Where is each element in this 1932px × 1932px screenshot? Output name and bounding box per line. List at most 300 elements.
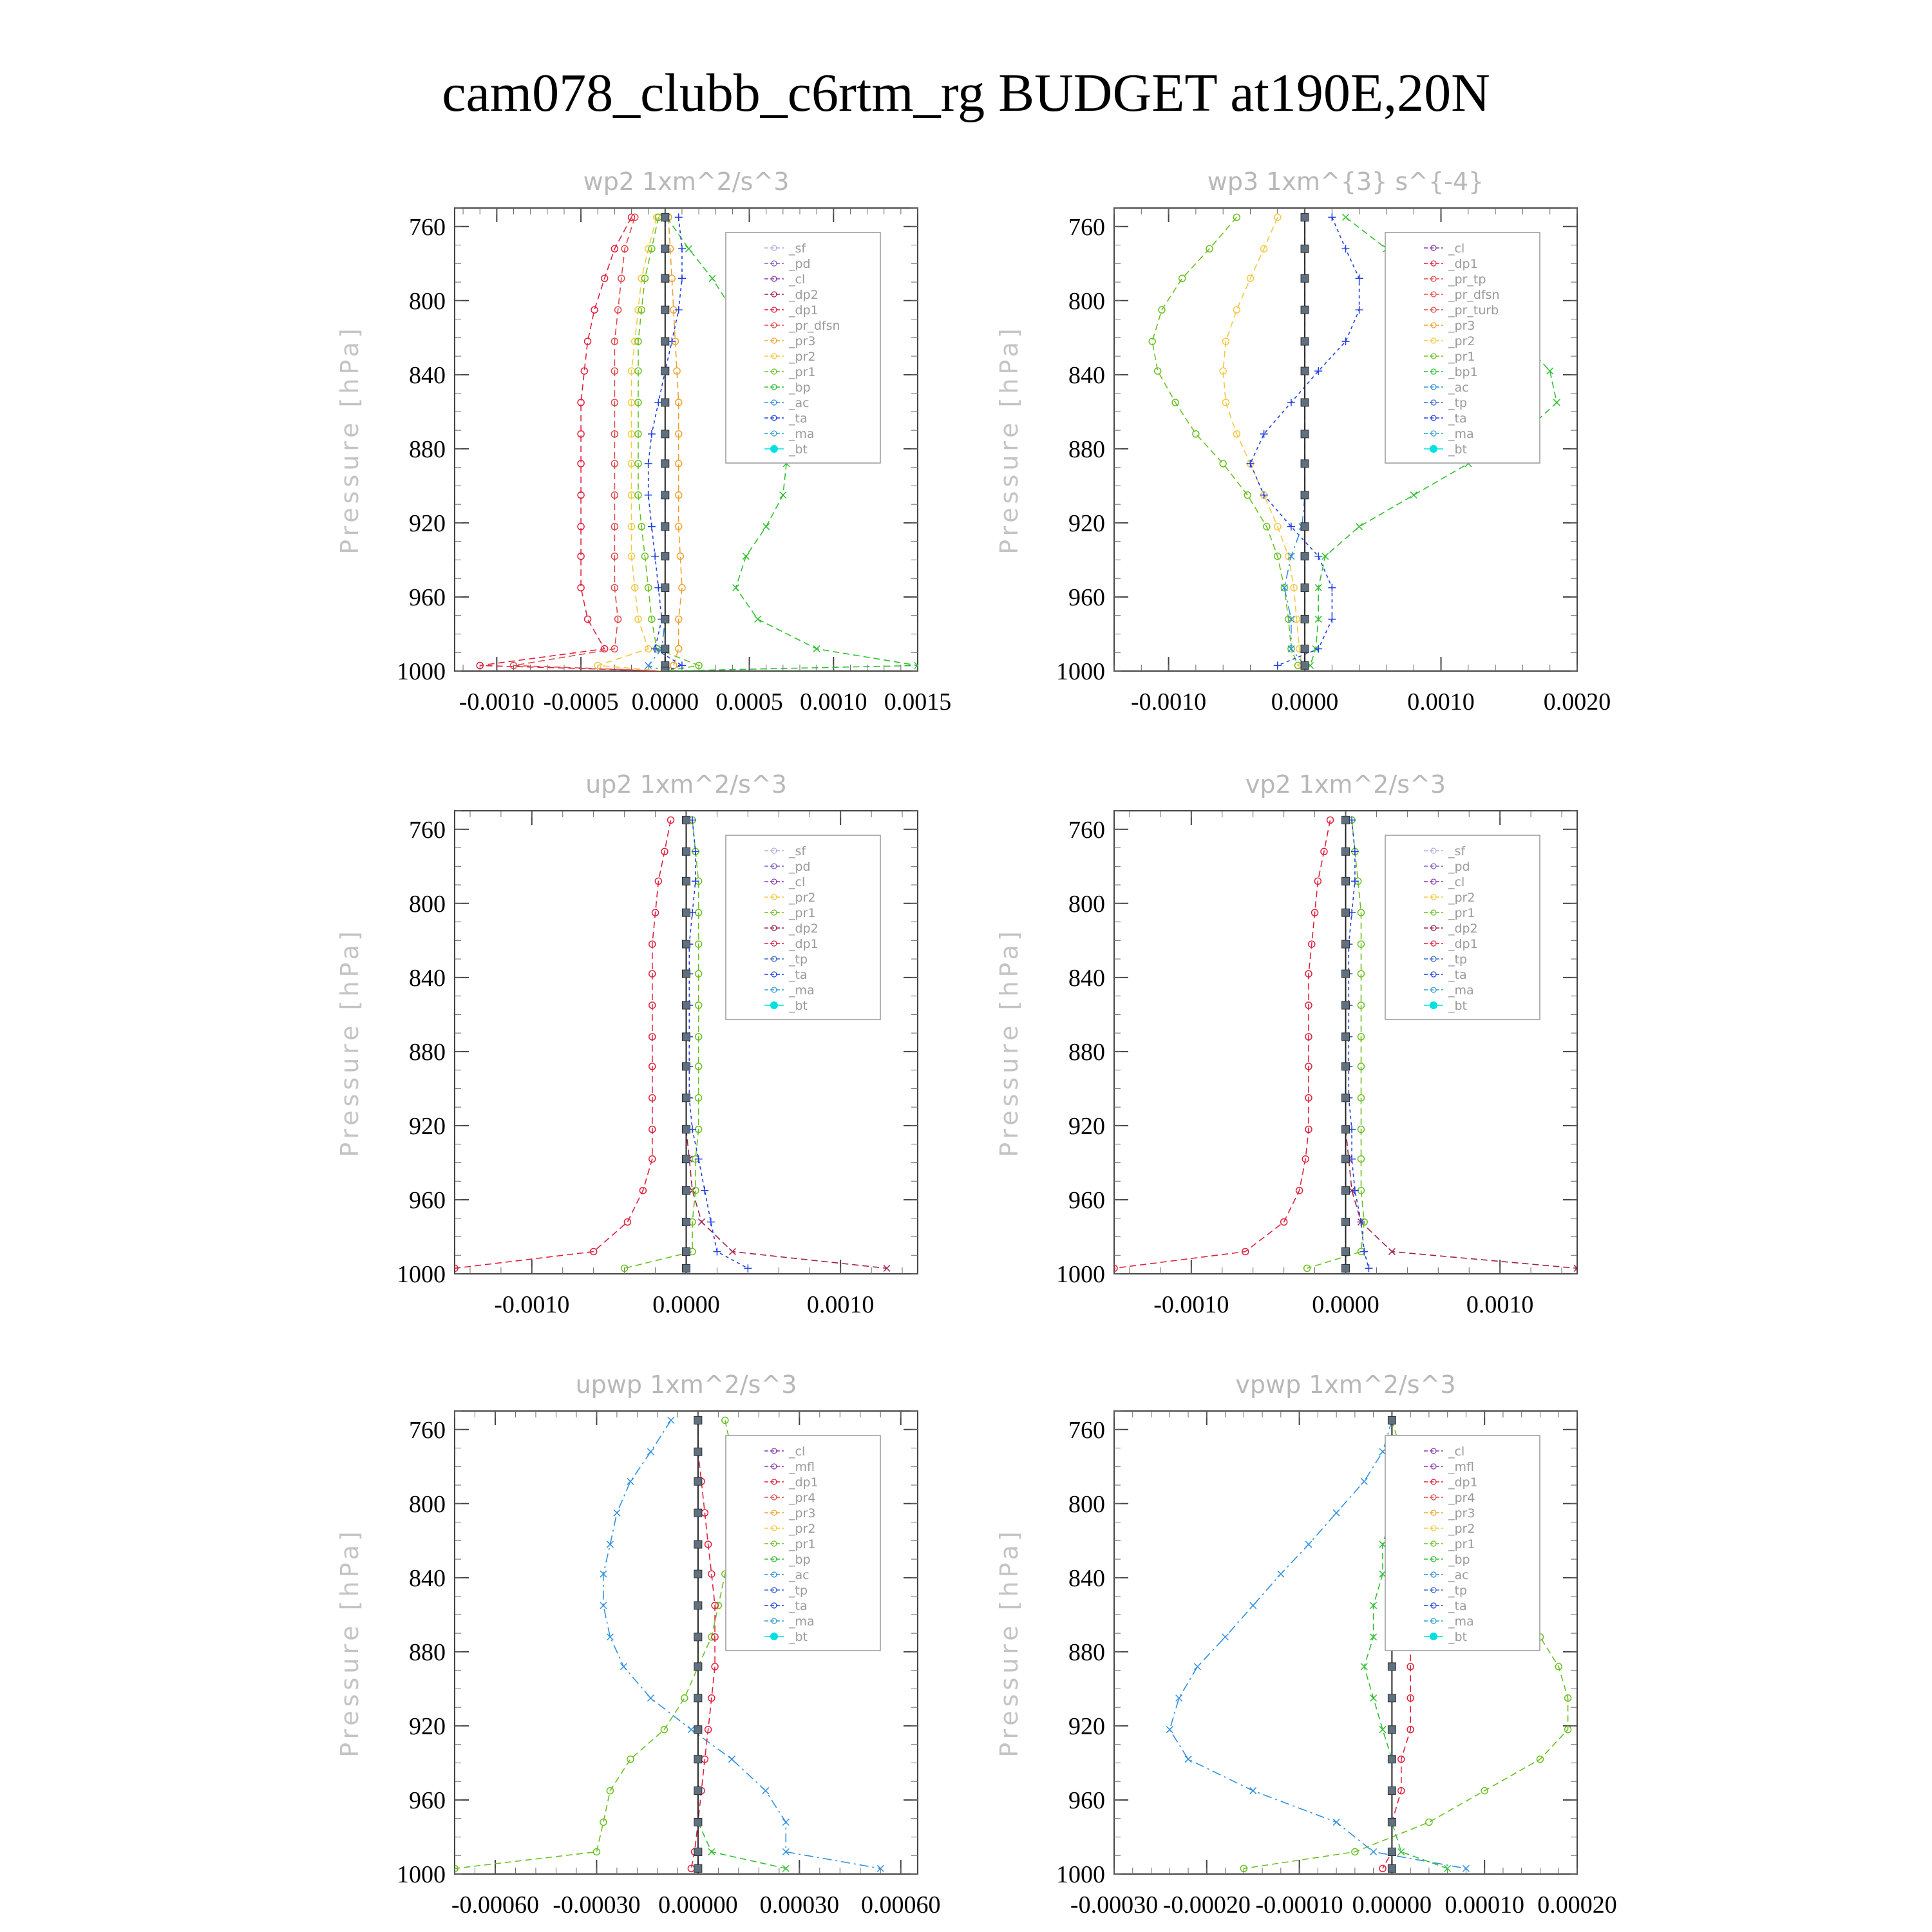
data-point-bt: [1388, 1756, 1396, 1763]
legend-entry: _bt: [789, 1630, 808, 1644]
data-point-bt: [661, 460, 669, 468]
series-line-pr1: [1152, 217, 1298, 665]
data-point-bt: [1301, 274, 1309, 282]
legend-entry: _ma: [1448, 1615, 1474, 1629]
y-tick-label: 800: [1068, 1490, 1105, 1518]
data-point-ac: [1166, 1727, 1173, 1733]
chart-panels: [336, 167, 1617, 1918]
legend-entry: _tp: [789, 952, 808, 967]
figure-title: cam078_clubb_c6rtm_rg BUDGET at190E,20N: [442, 63, 1490, 123]
data-point-pr1: [1220, 460, 1226, 467]
legend-marker-bt: [770, 445, 778, 453]
y-tick-label: 840: [409, 1564, 446, 1592]
data-point-ac: [1333, 1819, 1340, 1825]
legend-entry: _ta: [789, 1599, 808, 1613]
y-tick-label: 1000: [1056, 1861, 1105, 1888]
legend: [1385, 232, 1540, 463]
legend-entry: _pr4: [1448, 1491, 1475, 1505]
data-point-bt: [661, 553, 669, 560]
x-tick-label: -0.0010: [1131, 688, 1207, 715]
x-tick-label: 0.0010: [1466, 1291, 1534, 1318]
legend-entry: _tp: [789, 1584, 808, 1598]
x-tick-label: 0.0000: [652, 1291, 720, 1318]
legend-entry: _dp2: [1448, 922, 1478, 936]
data-point-bt: [1301, 615, 1309, 623]
series-line-pr1: [1307, 820, 1365, 1268]
data-point-pr1: [627, 1756, 634, 1763]
x-tick-label: 0.0010: [806, 1291, 875, 1318]
y-axis-label: Pressure [hPa]: [336, 927, 364, 1157]
data-point-bt: [683, 1187, 690, 1195]
legend-marker-bt: [1430, 445, 1437, 453]
data-point-bt: [1301, 213, 1309, 221]
data-point-ac: [620, 1663, 627, 1670]
data-point-ac: [614, 1510, 620, 1516]
data-point-bt: [1342, 1264, 1350, 1272]
y-tick-label: 800: [409, 287, 446, 315]
x-tick-label: -0.00020: [1162, 1891, 1251, 1918]
y-tick-label: 800: [409, 890, 446, 918]
data-point-bt: [1388, 1818, 1396, 1826]
legend-entry: _pr_dfsn: [789, 319, 840, 333]
y-tick-label: 880: [1068, 1038, 1105, 1066]
data-point-bp: [1361, 1663, 1367, 1670]
y-tick-label: 760: [1068, 1416, 1105, 1444]
legend-entry: _dp2: [789, 922, 819, 936]
data-point-bt: [661, 667, 669, 675]
legend-entry: _cl: [789, 875, 806, 889]
data-point-ta: [678, 274, 686, 282]
data-point-ac: [1250, 1788, 1256, 1794]
y-tick-label: 760: [409, 816, 446, 844]
legend-entry: _cl: [789, 1444, 806, 1459]
data-point-pr1: [1179, 275, 1186, 281]
x-tick-label: -0.0010: [459, 688, 535, 715]
y-tick-label: 920: [409, 1712, 446, 1740]
legend-entry: _bt: [789, 442, 808, 457]
data-point-bp: [709, 275, 715, 281]
y-tick-label: 960: [1068, 583, 1105, 611]
data-point-bp: [1379, 1727, 1386, 1733]
panel-title: up2 1xm^2/s^3: [585, 770, 787, 799]
data-point-bt: [694, 1787, 702, 1795]
data-point-bt: [694, 1663, 702, 1671]
data-point-bt: [683, 1155, 690, 1163]
y-tick-label: 880: [1068, 435, 1105, 463]
data-point-bt: [1388, 1864, 1396, 1872]
legend-entry: _dp1: [789, 1475, 819, 1490]
y-tick-label: 840: [1068, 1564, 1105, 1592]
data-point-bt: [683, 940, 690, 948]
panel-title: wp2 1xm^2/s^3: [583, 167, 790, 196]
y-axis-label: Pressure [hPa]: [995, 325, 1023, 554]
data-point-ac: [1185, 1756, 1191, 1763]
legend-entry: _bt: [1448, 1630, 1468, 1644]
y-tick-label: 960: [409, 1186, 446, 1214]
y-axis-label: Pressure [hPa]: [336, 1528, 364, 1757]
panel-title: wp3 1xm^{3} s^{-4}: [1207, 167, 1484, 196]
y-tick-label: 800: [1068, 287, 1105, 315]
data-point-bt: [683, 1001, 690, 1009]
legend-entry: _pd: [789, 860, 811, 874]
legend-entry: _pr1: [1448, 906, 1475, 920]
data-point-bt: [661, 245, 669, 252]
series-line-pr1: [638, 217, 699, 671]
data-point-bt: [1301, 306, 1309, 314]
data-point-bp: [685, 245, 692, 252]
data-point-pr3: [676, 645, 682, 652]
data-point-ta: [1356, 306, 1363, 314]
series-line-pr3: [665, 217, 682, 671]
data-point-bt: [1342, 1126, 1350, 1133]
data-point-bt: [1301, 367, 1309, 375]
legend-entry: _pr3: [1448, 1506, 1475, 1520]
data-point-bt: [683, 1218, 690, 1226]
data-point-ta: [744, 1264, 752, 1272]
data-point-ac: [728, 1756, 735, 1763]
x-tick-label: 0.00060: [861, 1891, 941, 1918]
data-point-pr1: [1304, 1265, 1311, 1271]
data-point-bt: [1388, 1694, 1396, 1702]
data-point-bt: [1301, 399, 1309, 406]
data-point-bt: [661, 645, 669, 652]
data-point-ac: [1194, 1663, 1200, 1670]
data-point-ac: [627, 1478, 634, 1484]
y-tick-label: 920: [409, 1112, 446, 1140]
legend-entry: _ac: [789, 1568, 810, 1582]
data-point-dp1: [585, 616, 591, 622]
y-tick-label: 920: [1068, 1112, 1105, 1140]
y-tick-label: 1000: [1056, 1261, 1105, 1288]
legend-marker-bt: [770, 1633, 778, 1640]
data-point-pr1: [1233, 214, 1240, 220]
data-point-pr1: [681, 1695, 688, 1701]
y-tick-label: 1000: [397, 1861, 446, 1888]
legend-entry: _ma: [1448, 427, 1474, 441]
data-point-bt: [661, 337, 669, 345]
data-point-bt: [1301, 460, 1309, 468]
data-point-bt: [1301, 661, 1309, 669]
y-axis-label: Pressure [hPa]: [995, 927, 1023, 1157]
data-point-bt: [1342, 940, 1350, 948]
data-point-bt: [694, 1448, 702, 1455]
legend-entry: _mfl: [1448, 1460, 1474, 1474]
legend-entry: _bp: [789, 381, 811, 395]
legend-entry: _pr2: [789, 350, 816, 364]
legend-entry: _pr2: [1448, 334, 1475, 348]
data-point-bp: [755, 616, 761, 622]
legend-entry: _pr3: [1448, 319, 1475, 333]
data-point-bt: [1388, 1416, 1396, 1424]
y-tick-label: 920: [409, 509, 446, 537]
legend-entry: _pr_dfsn: [1448, 288, 1500, 302]
x-tick-label: 0.0000: [1271, 688, 1339, 715]
data-point-ac: [1305, 1541, 1312, 1548]
data-point-ac: [1176, 1695, 1182, 1701]
legend-entry: _dp1: [789, 303, 819, 317]
data-point-ta: [1274, 661, 1282, 669]
y-tick-label: 840: [409, 361, 446, 389]
legend-marker-bt: [770, 1001, 778, 1009]
series-line-pr1: [625, 820, 699, 1268]
data-point-bt: [661, 430, 669, 438]
data-point-ta: [1356, 274, 1363, 282]
data-point-bt: [1301, 491, 1309, 499]
legend: [726, 1435, 880, 1651]
legend-entry: _dp1: [1448, 257, 1478, 271]
data-point-bt: [683, 1033, 690, 1041]
data-point-bt: [1342, 1218, 1350, 1226]
x-tick-label: 0.00000: [658, 1891, 738, 1918]
data-point-bt: [694, 1756, 702, 1763]
data-point-ta: [1351, 877, 1359, 885]
legend-entry: _dp1: [789, 937, 819, 951]
data-point-bt: [661, 615, 669, 623]
y-tick-label: 880: [409, 435, 446, 463]
legend-entry: _ta: [789, 412, 808, 426]
data-point-bt: [694, 1540, 702, 1548]
data-point-bt: [1301, 645, 1309, 652]
legend-entry: _tp: [1448, 396, 1468, 410]
y-tick-label: 760: [409, 1416, 446, 1444]
legend-entry: _mfl: [789, 1460, 815, 1474]
legend-entry: _pr4: [789, 1491, 816, 1505]
x-tick-label: 0.0000: [1312, 1291, 1379, 1318]
data-point-bt: [683, 970, 690, 978]
x-tick-label: 0.00020: [1537, 1891, 1617, 1918]
series-line-pr_dfsn: [514, 217, 665, 671]
legend-entry: _dp1: [1448, 937, 1478, 951]
data-point-ac: [1222, 1634, 1229, 1640]
legend-entry: _bt: [1448, 442, 1468, 457]
data-point-bt: [1388, 1787, 1396, 1795]
data-point-bt: [1342, 816, 1350, 824]
data-point-bt: [1388, 1848, 1396, 1855]
y-axis-label: Pressure [hPa]: [995, 1528, 1023, 1757]
y-tick-label: 1000: [397, 1261, 446, 1288]
x-tick-label: 0.0010: [1407, 688, 1475, 715]
legend-entry: _dp2: [789, 288, 819, 302]
data-point-ta: [707, 1218, 715, 1226]
data-point-ac: [782, 1819, 789, 1825]
data-point-ta: [1342, 245, 1350, 252]
data-point-bt: [694, 1416, 702, 1424]
legend-entry: _bp: [789, 1553, 811, 1567]
data-point-ac: [1278, 1571, 1284, 1577]
legend-entry: _ac: [789, 396, 810, 410]
x-tick-label: 0.0000: [631, 688, 699, 715]
data-point-bp: [1370, 1695, 1377, 1701]
y-tick-label: 840: [409, 964, 446, 992]
data-point-bp: [743, 553, 749, 560]
data-point-bt: [694, 1509, 702, 1517]
x-tick-label: 0.00010: [1444, 1891, 1524, 1918]
y-tick-label: 960: [1068, 1186, 1105, 1214]
data-point-ta: [1260, 491, 1268, 499]
panel-title: upwp 1xm^2/s^3: [575, 1370, 797, 1399]
data-point-ac: [668, 1417, 674, 1423]
y-tick-label: 760: [1068, 213, 1105, 241]
data-point-ta: [1328, 584, 1336, 592]
data-point-bt: [694, 1848, 702, 1855]
data-point-ta: [675, 213, 683, 221]
chart-panel-4: [995, 770, 1580, 1318]
x-tick-label: -0.0005: [543, 688, 619, 715]
data-point-bt: [683, 816, 690, 824]
data-point-bt: [661, 491, 669, 499]
data-point-ac: [1370, 1848, 1377, 1855]
y-tick-label: 1000: [1056, 658, 1105, 685]
legend-entry: _ma: [789, 1615, 815, 1629]
legend-entry: _dp1: [1448, 1475, 1478, 1490]
data-point-bt: [1301, 584, 1309, 592]
series-line-dp1: [480, 217, 665, 671]
legend-entry: _sf: [789, 844, 806, 858]
legend-entry: _pr3: [789, 1506, 816, 1520]
data-point-bp: [780, 492, 786, 498]
data-point-ta: [1287, 399, 1295, 406]
data-point-bt: [694, 1864, 702, 1872]
data-point-bt: [1342, 1094, 1350, 1102]
data-point-ac: [688, 1727, 694, 1733]
data-point-ta: [1314, 645, 1322, 652]
data-point-dp1: [591, 307, 598, 313]
data-point-ta: [713, 1247, 721, 1255]
legend-entry: _cl: [789, 272, 806, 287]
y-tick-label: 960: [409, 583, 446, 611]
legend-entry: _pr1: [1448, 350, 1475, 364]
data-point-ta: [648, 523, 656, 531]
data-point-ac: [1250, 1602, 1256, 1609]
legend-entry: _ta: [789, 968, 808, 982]
data-point-ta: [1351, 848, 1359, 855]
data-point-ta: [651, 553, 659, 560]
data-point-ta: [1360, 1247, 1368, 1255]
series-line-pr2: [1223, 217, 1302, 665]
data-point-bt: [1342, 909, 1350, 916]
legend-entry: _pr2: [789, 1522, 816, 1536]
legend-entry: _pr1: [1448, 1537, 1475, 1551]
legend-entry: _ta: [1448, 412, 1467, 426]
legend-entry: _cl: [1448, 242, 1465, 256]
legend-entry: _bp: [1448, 1553, 1470, 1567]
y-axis-label: Pressure [hPa]: [336, 325, 364, 554]
data-point-ta: [678, 245, 686, 252]
data-point-ta: [1246, 460, 1254, 468]
data-point-bt: [661, 306, 669, 314]
data-point-ta: [648, 430, 656, 438]
data-point-ta: [692, 848, 699, 855]
data-point-bp: [1343, 214, 1349, 220]
data-point-ac: [647, 1448, 654, 1455]
data-point-pr1: [1193, 431, 1199, 437]
legend-entry: _ma: [789, 983, 815, 998]
legend-entry: _sf: [1448, 844, 1466, 858]
x-tick-label: 0.00000: [1352, 1891, 1432, 1918]
data-point-bp: [1553, 399, 1560, 406]
data-point-bt: [683, 1264, 690, 1272]
legend-entry: _ma: [1448, 983, 1474, 998]
data-point-bt: [1342, 970, 1350, 978]
y-tick-label: 920: [1068, 1712, 1105, 1740]
legend-entry: _cl: [1448, 875, 1465, 889]
data-point-bt: [1342, 1155, 1350, 1163]
data-point-bt: [683, 877, 690, 885]
legend-entry: _pd: [789, 257, 811, 271]
legend-entry: _pr1: [789, 365, 816, 379]
legend-entry: _ac: [1448, 1568, 1469, 1582]
x-tick-label: -0.00010: [1255, 1891, 1343, 1918]
legend-entry: _ma: [789, 427, 815, 441]
legend-entry: _tp: [1448, 1584, 1468, 1598]
x-tick-label: -0.00030: [553, 1891, 641, 1918]
data-point-bt: [1342, 1187, 1350, 1195]
data-point-bt: [661, 399, 669, 406]
legend-entry: _pr3: [789, 334, 816, 348]
legend-entry: _cl: [1448, 1444, 1465, 1459]
legend-entry: _bp1: [1448, 365, 1478, 379]
data-point-pr1: [1426, 1819, 1432, 1825]
series-line-pr1: [455, 1420, 739, 1868]
legend-marker-bt: [1430, 1001, 1437, 1009]
data-point-bp: [1356, 524, 1363, 530]
legend-entry: _pr_turb: [1448, 303, 1499, 317]
data-point-pr1: [1244, 492, 1251, 498]
y-tick-label: 760: [1068, 816, 1105, 844]
x-tick-label: -0.0010: [1153, 1291, 1229, 1318]
legend-marker-bt: [1430, 1633, 1437, 1640]
data-point-bp: [733, 585, 739, 591]
x-tick-label: 0.0010: [800, 688, 867, 715]
legend-entry: _pr1: [789, 906, 816, 920]
data-point-pr2: [1274, 214, 1281, 220]
legend-entry: _ac: [1448, 381, 1469, 395]
data-point-ta: [1328, 615, 1336, 623]
legend: [726, 232, 880, 463]
chart-panel-5: [336, 1370, 941, 1918]
legend: [1385, 835, 1540, 1019]
data-point-dp1: [624, 1218, 630, 1225]
legend: [726, 835, 880, 1019]
data-point-bt: [683, 1063, 690, 1070]
legend-entry: _sf: [789, 242, 806, 256]
x-tick-label: -0.0010: [494, 1291, 570, 1318]
data-point-pr1: [1149, 338, 1155, 345]
chart-panel-2: [995, 167, 1611, 715]
data-point-bt: [1342, 1001, 1350, 1009]
x-tick-label: 0.0005: [715, 688, 783, 715]
data-point-bt: [1342, 877, 1350, 885]
data-point-bt: [694, 1570, 702, 1578]
y-tick-label: 840: [1068, 361, 1105, 389]
legend: [1385, 1435, 1540, 1651]
data-point-ac: [1361, 1478, 1367, 1484]
data-point-bt: [1342, 1033, 1350, 1041]
data-point-bp: [1410, 492, 1417, 498]
data-point-bt: [1388, 1663, 1396, 1671]
y-tick-label: 960: [1068, 1786, 1105, 1814]
y-tick-label: 800: [409, 1490, 446, 1518]
series-line-dp1: [691, 1420, 715, 1868]
data-point-bt: [661, 584, 669, 592]
data-point-bt: [694, 1694, 702, 1702]
data-point-bt: [1342, 1063, 1350, 1070]
panel-title: vp2 1xm^2/s^3: [1245, 770, 1446, 799]
data-point-bt: [683, 1094, 690, 1102]
chart-panel-1: [336, 167, 951, 715]
x-tick-label: 0.0020: [1543, 688, 1611, 715]
legend-entry: _bt: [789, 999, 808, 1013]
